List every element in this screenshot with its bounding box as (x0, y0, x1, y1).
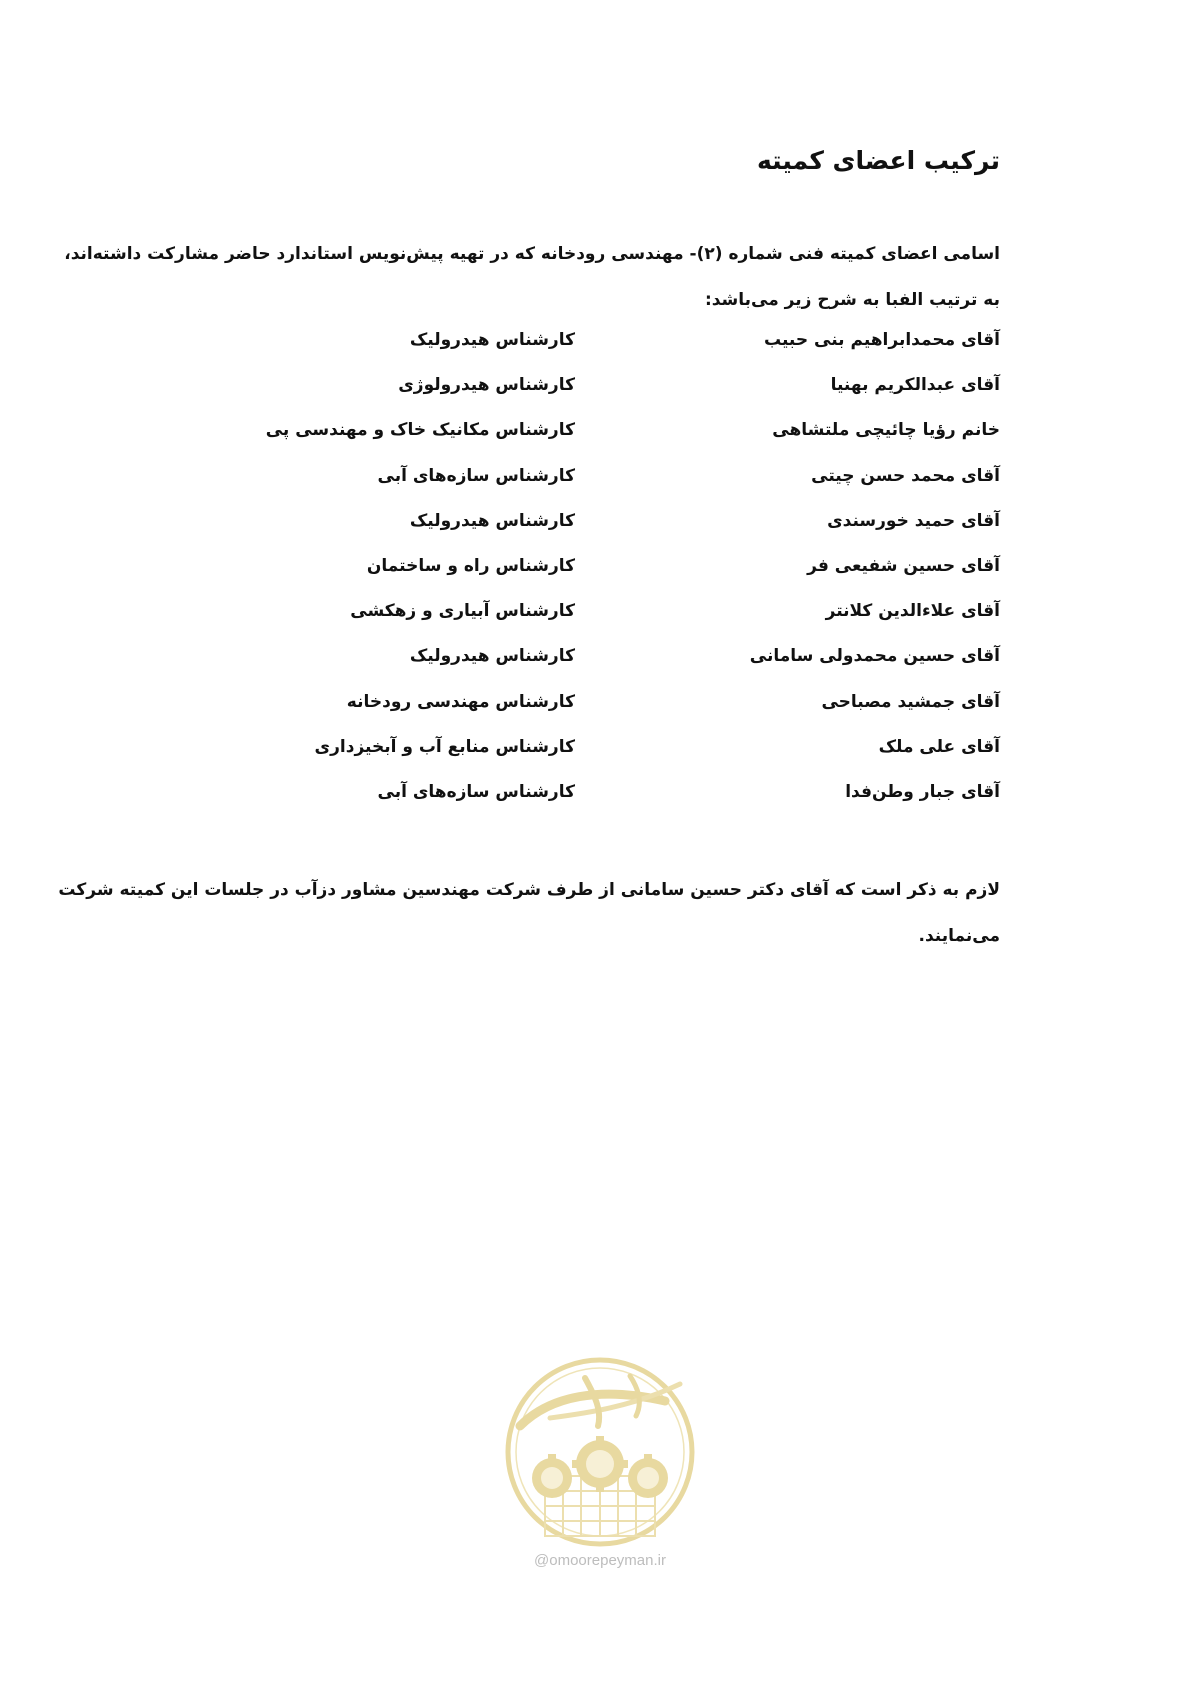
member-role: کارشناس مکانیک خاک و مهندسی پی (265, 420, 575, 441)
member-name: آقای حسین شفیعی فر (807, 555, 1000, 576)
member-name: آقای حسین محمدولی سامانی (749, 646, 1000, 667)
member-name: آقای محمد حسن چیتی (811, 465, 1000, 486)
member-role: کارشناس آبیاری و زهکشی (350, 601, 575, 622)
watermark-logo-icon (490, 1356, 710, 1556)
list-item (240, 601, 1000, 646)
member-name: آقای علاءالدین کلانتر (825, 601, 1000, 622)
list-item (240, 330, 1000, 375)
list-item (240, 420, 1000, 465)
member-role: کارشناس مهندسی رودخانه (346, 691, 575, 712)
member-name: آقای حمید خورسندی (827, 510, 1000, 531)
members-list (240, 330, 1000, 827)
list-item (240, 782, 1000, 827)
member-role: کارشناس هیدرولیک (409, 330, 575, 350)
watermark (490, 1356, 710, 1606)
list-item (240, 556, 1000, 601)
note-line-2: می‌نمایند. (918, 926, 1000, 946)
member-role: کارشناس راه و ساختمان (366, 555, 575, 576)
list-item (240, 511, 1000, 556)
member-role: کارشناس هیدرولوژی (398, 375, 575, 396)
watermark-url: @omoorepeyman.ir (534, 1552, 666, 1569)
member-role: کارشناس هیدرولیک (409, 646, 575, 667)
list-item (240, 466, 1000, 511)
list-item (240, 375, 1000, 420)
intro-line-1: اسامی اعضای کمیته فنی شماره (۲)- مهندسی رودخانه که در تهیه پیش‌نویس استاندارد حاضر مشارکت داشته‌اند، (64, 244, 1000, 264)
member-role: کارشناس منابع آب و آبخیزداری (314, 736, 575, 757)
member-name: آقای جبار وطن‌فدا (845, 781, 1000, 802)
list-item (240, 692, 1000, 737)
member-name: آقای علی ملک (878, 736, 1000, 757)
page-title: ترکیب اعضای کمیته (756, 146, 1000, 175)
intro-line-2: به ترتیب الفبا به شرح زیر می‌باشد: (704, 290, 1000, 310)
member-role: کارشناس هیدرولیک (409, 510, 575, 531)
member-name: آقای جمشید مصباحی (821, 691, 1000, 712)
member-name: آقای محمدابراهیم بنی حبیب (764, 330, 1000, 350)
note-line-1: لازم به ذکر است که آقای دکتر حسین سامانی از طرف شرکت مهندسین مشاور دزآب در جلسات این کمیته شرکت (58, 880, 1000, 900)
member-name: آقای عبدالکریم بهنیا (830, 375, 1000, 396)
list-item (240, 646, 1000, 691)
member-role: کارشناس سازه‌های آبی (377, 781, 575, 802)
member-name: خانم رؤیا چائیچی ملتشاهی (772, 420, 1000, 441)
member-role: کارشناس سازه‌های آبی (377, 465, 575, 486)
list-item (240, 737, 1000, 782)
